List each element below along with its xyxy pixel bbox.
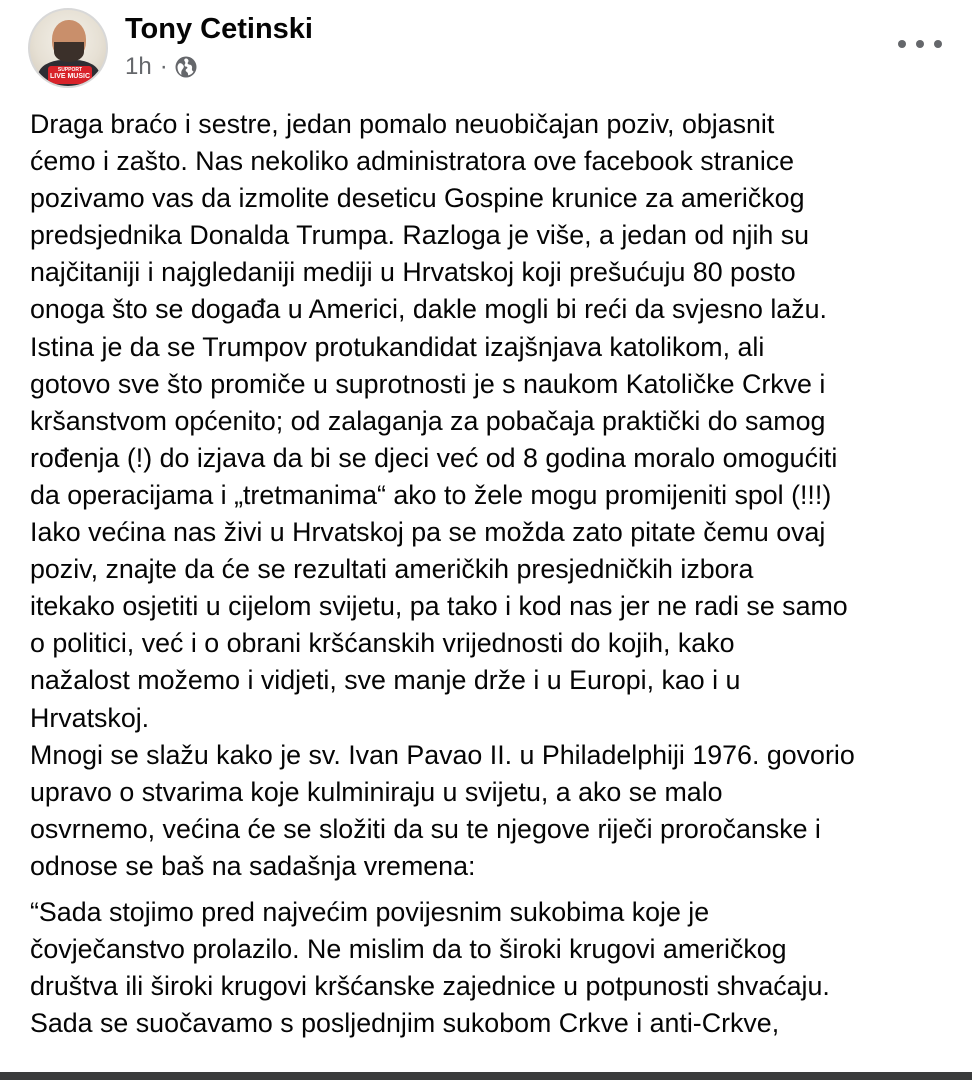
- text-line: društva ili široki krugovi kršćanske zajednice u potpunosti shvaćaju.: [30, 971, 830, 1002]
- text-line: gotovo sve što promiče u suprotnosti je s naukom Katoličke Crkve i: [30, 368, 826, 399]
- text-line: Draga braćo i sestre, jedan pomalo neuobičajan poziv, objasnit: [30, 109, 775, 139]
- text-line: Iako većina nas živi u Hrvatskoj pa se možda zato pitate čemu ovaj: [30, 517, 826, 548]
- text-line: čovječanstvo prolazilo. Ne mislim da to široki krugovi američkog: [30, 934, 787, 965]
- bottom-edge-bar: [0, 1072, 972, 1080]
- text-line: onoga što se događa u Americi, dakle mogli bi reći da svjesno lažu.: [30, 294, 827, 325]
- globe-icon: [174, 55, 198, 79]
- text-line: predsjednika Donalda Trumpa. Razloga je više, a jedan od njih su: [30, 220, 810, 251]
- text-line: Sada se suočavamo s posljednjim sukobom Crkve i anti-Crkve,: [30, 1008, 780, 1039]
- text-line: o politici, već i o obrani kršćanskih vrijednosti do kojih, kako: [30, 628, 735, 659]
- text-line: osvrnemo, većina će se složiti da su te njegove riječi proročanske i: [30, 813, 821, 844]
- more-dot: [934, 40, 942, 48]
- paragraph-gap: [30, 885, 955, 894]
- text-line: itekako osjetiti u cijelom svijetu, pa tako i kod nas jer ne radi se samo: [30, 591, 848, 622]
- text-line: pozivamo vas da izmolite deseticu Gospine krunice za američkog: [30, 183, 805, 214]
- text-line: “Sada stojimo pred najvećim povijesnim sukobima koje je: [30, 896, 710, 927]
- post-paragraph-2: [30, 894, 955, 1042]
- post-header: [0, 0, 972, 100]
- text-line: odnose se baš na sadašnja vremena:: [30, 850, 476, 881]
- post-paragraph-1: [30, 106, 955, 885]
- text-line: upravo o stvarima koje kulminiraju u svijetu, a ako se malo: [30, 776, 723, 807]
- more-horizontal-icon[interactable]: [898, 30, 942, 58]
- post-text: [30, 106, 955, 1042]
- author-name[interactable]: Tony Cetinski: [125, 13, 313, 45]
- text-line: najčitaniji i najgledaniji mediji u Hrvatskoj koji prešućuju 80 posto: [30, 257, 796, 288]
- text-line: poziv, znajte da će se rezultati američkih presjedničkih izbora: [30, 554, 754, 585]
- text-line: da operacijama i „tretmanima“ ako to žele mogu promijeniti spol (!!!): [30, 479, 832, 510]
- avatar-badge: [48, 66, 92, 84]
- text-line: nažalost možemo i vidjeti, sve manje drže i u Europi, kao i u: [30, 665, 741, 696]
- meta-separator: ·: [159, 53, 168, 80]
- author-avatar[interactable]: [28, 8, 108, 88]
- avatar-badge-top: SUPPORT: [57, 67, 83, 73]
- text-line: ćemo i zašto. Nas nekoliko administratora ove facebook stranice: [30, 146, 795, 177]
- post-time[interactable]: 1h: [125, 53, 152, 80]
- text-line: Istina je da se Trumpov protukandidat izajšnjava katolikom, ali: [30, 331, 765, 362]
- more-dot: [898, 40, 906, 48]
- text-line: Mnogi se slažu kako je sv. Ivan Pavao II. u Philadelphiji 1976. govorio: [30, 739, 855, 770]
- avatar-badge-text: LIVE MUSIC: [49, 73, 91, 80]
- avatar-beard: [54, 42, 84, 62]
- text-line: rođenja (!) do izjava da bi se djeci već od 8 godina moralo omogućiti: [30, 442, 838, 473]
- text-line: kršanstvom općenito; od zalaganja za pobačaja praktički do samog: [30, 405, 826, 436]
- more-dot: [916, 40, 924, 48]
- text-line: Hrvatskoj.: [30, 702, 150, 733]
- post-meta: [125, 52, 198, 82]
